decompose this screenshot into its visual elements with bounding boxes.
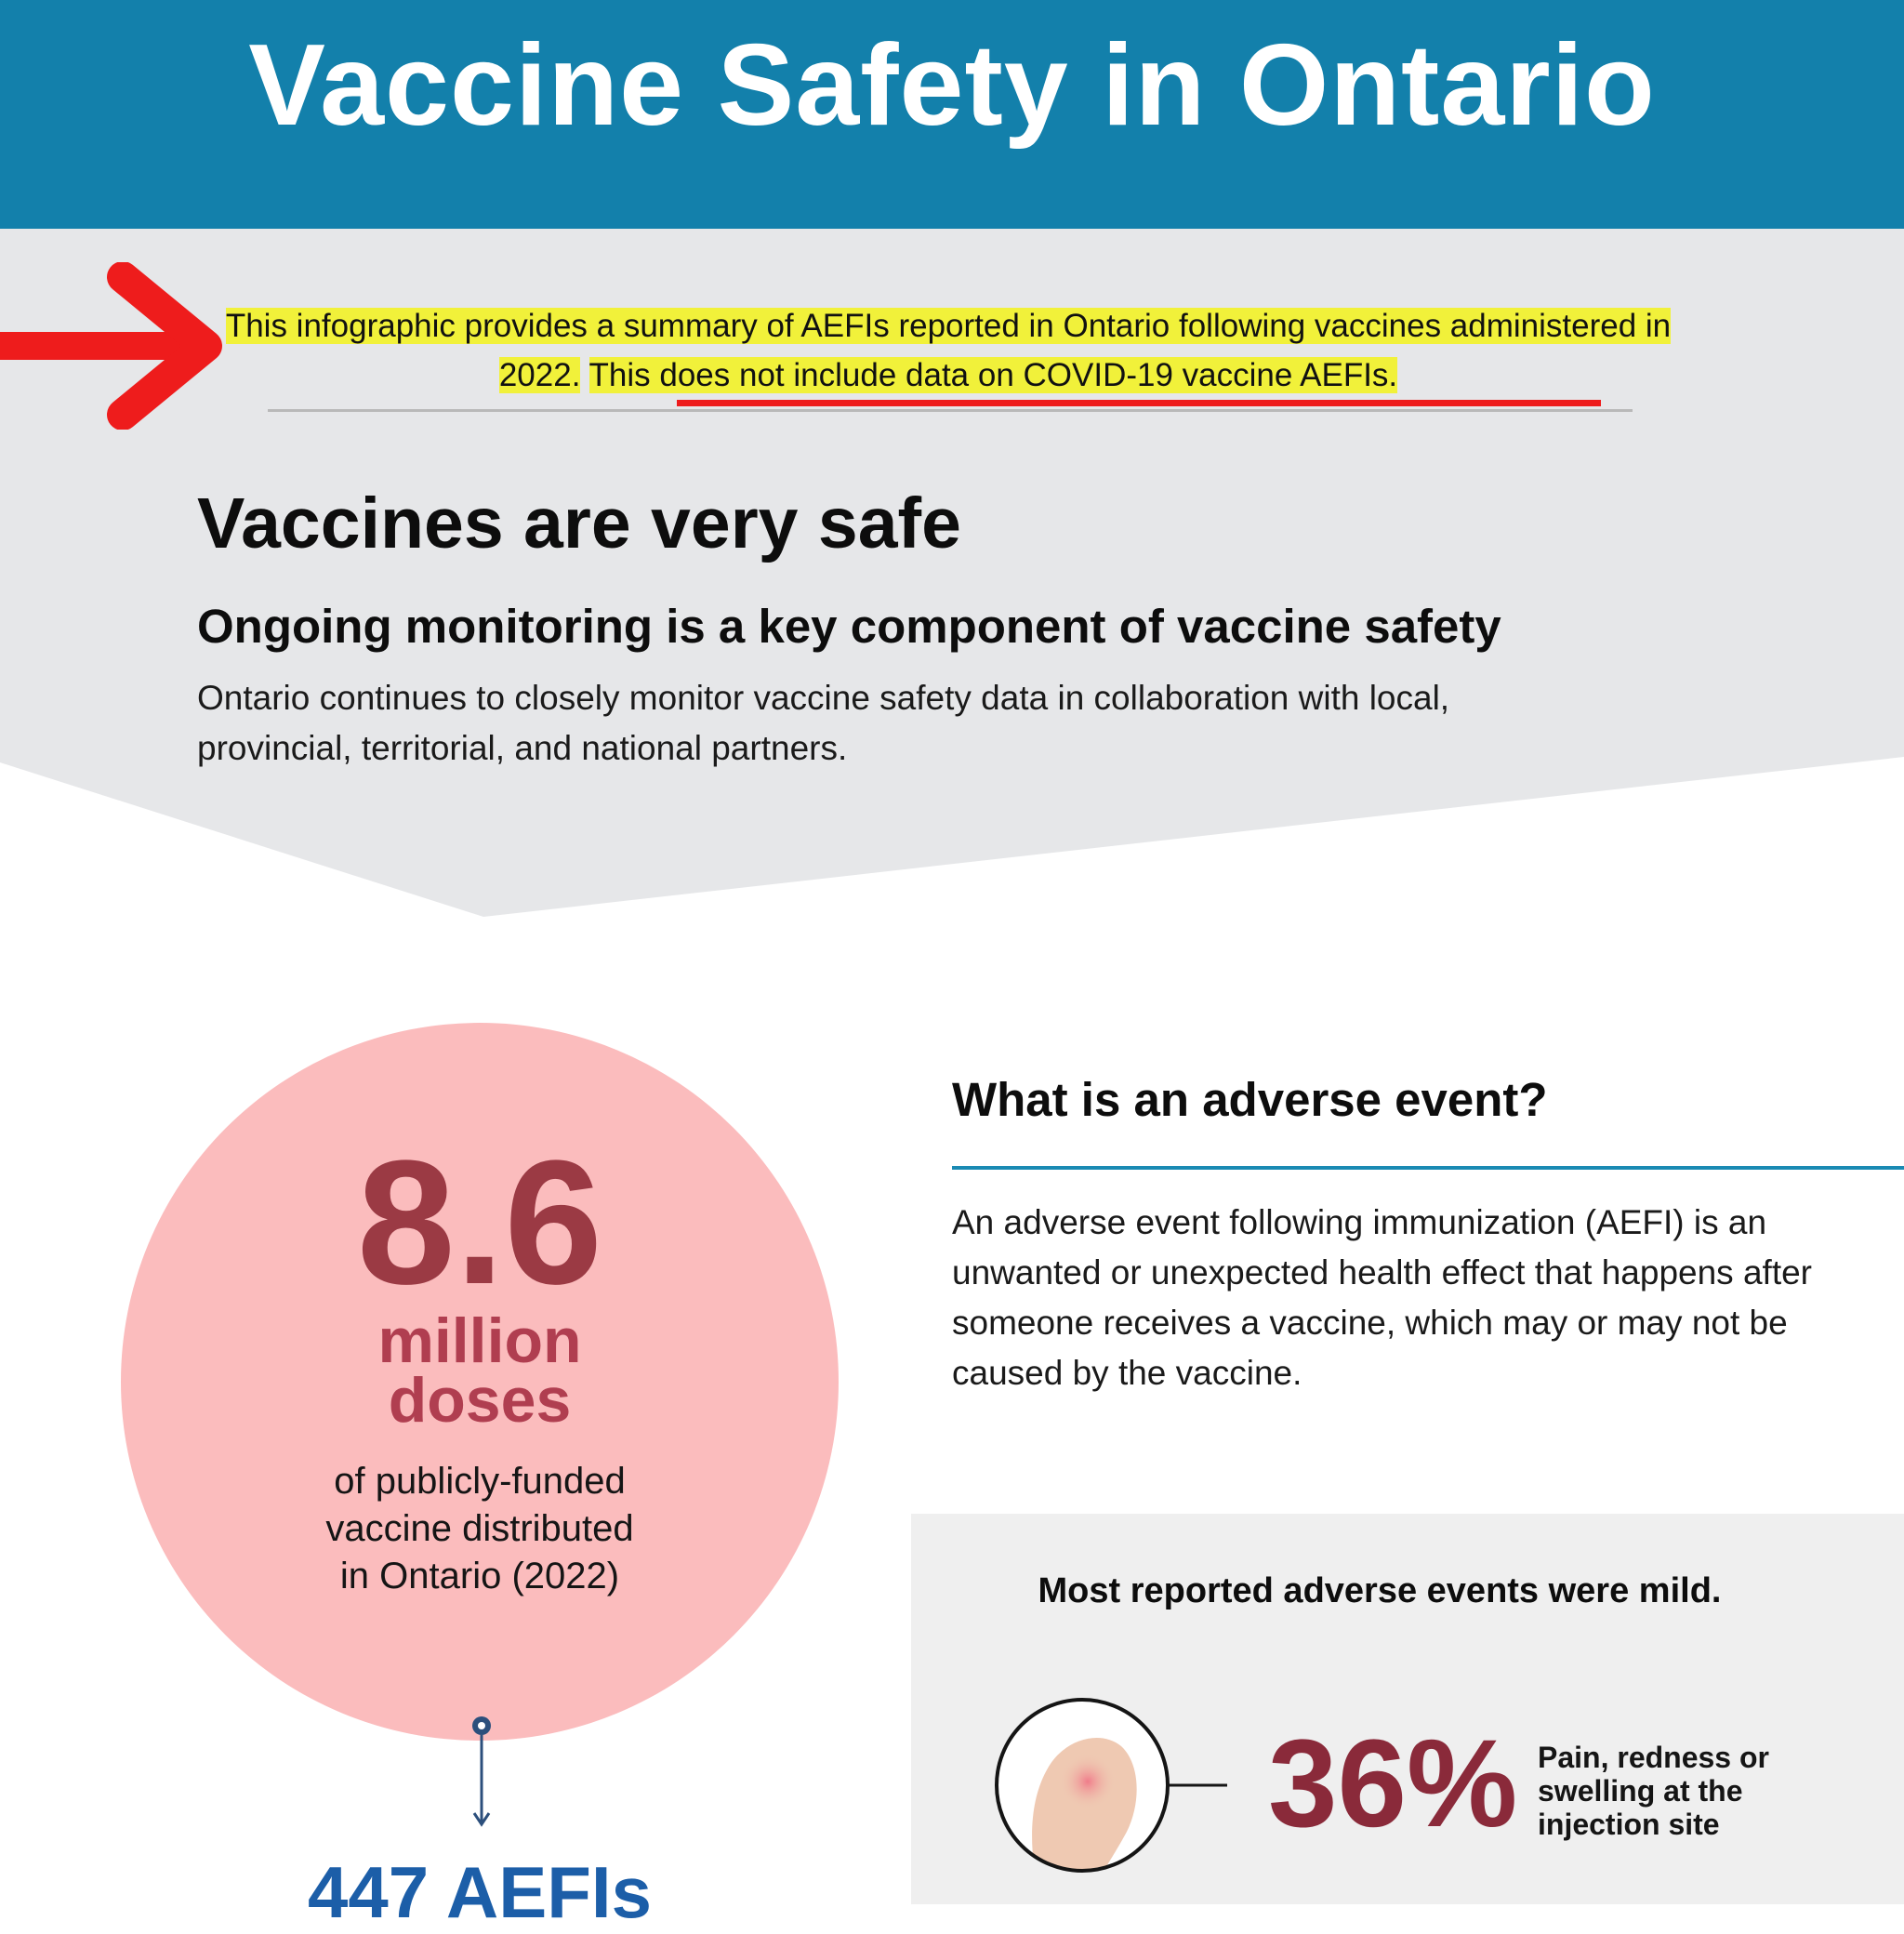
notice-highlighted-text: This infographic provides a summary of AEFIs reported in Ontario following vaccines administered in 2022. <box>225 308 1672 393</box>
red-underline-annotation <box>677 400 1601 406</box>
injection-site-percentage: 36% <box>1268 1715 1518 1853</box>
doses-number: 8.6 <box>356 1124 603 1321</box>
intro-paragraph: Ontario continues to closely monitor vaccine safety data in collaboration with local, provincial, territorial, and national partners. <box>197 679 1450 767</box>
doses-caption <box>121 1458 839 1600</box>
doses-caption-line-2: vaccine distributed <box>325 1508 634 1549</box>
doses-caption-line-3: in Ontario (2022) <box>339 1556 620 1596</box>
page-title: Vaccine Safety in Ontario <box>248 21 1656 150</box>
doses-caption-line-1: of publicly-funded <box>334 1461 626 1502</box>
data-scope-notice <box>223 301 1673 400</box>
injection-site-label: Pain, redness or swelling at the injection site <box>1538 1741 1769 1841</box>
doses-unit-line-2: doses <box>388 1365 572 1436</box>
arm-injection-icon <box>991 1692 1242 1878</box>
red-arrow-icon <box>0 262 232 430</box>
section-subheading: Ongoing monitoring is a key component of vaccine safety <box>197 600 1501 653</box>
definition-rule <box>952 1166 1904 1170</box>
section-heading: Vaccines are very safe <box>197 484 961 563</box>
notice-divider <box>268 409 1633 412</box>
definition-heading: What is an adverse event? <box>952 1073 1548 1126</box>
down-arrow-connector-icon <box>465 1713 502 1834</box>
aefi-count: 447 AEFIs <box>308 1851 652 1933</box>
mild-events-heading: Most reported adverse events were mild. <box>1038 1571 1722 1610</box>
doses-unit-line-1: million <box>377 1305 582 1376</box>
doses-unit <box>121 1305 839 1436</box>
notice-covid-exclusion: This does not include data on COVID-19 vaccine AEFIs. <box>588 357 1398 393</box>
definition-paragraph: An adverse event following immunization (AEFI) is an unwanted or unexpected health effect that happens after someone receives a vaccine, which may or may not be caused by the vaccine. <box>952 1203 1812 1392</box>
